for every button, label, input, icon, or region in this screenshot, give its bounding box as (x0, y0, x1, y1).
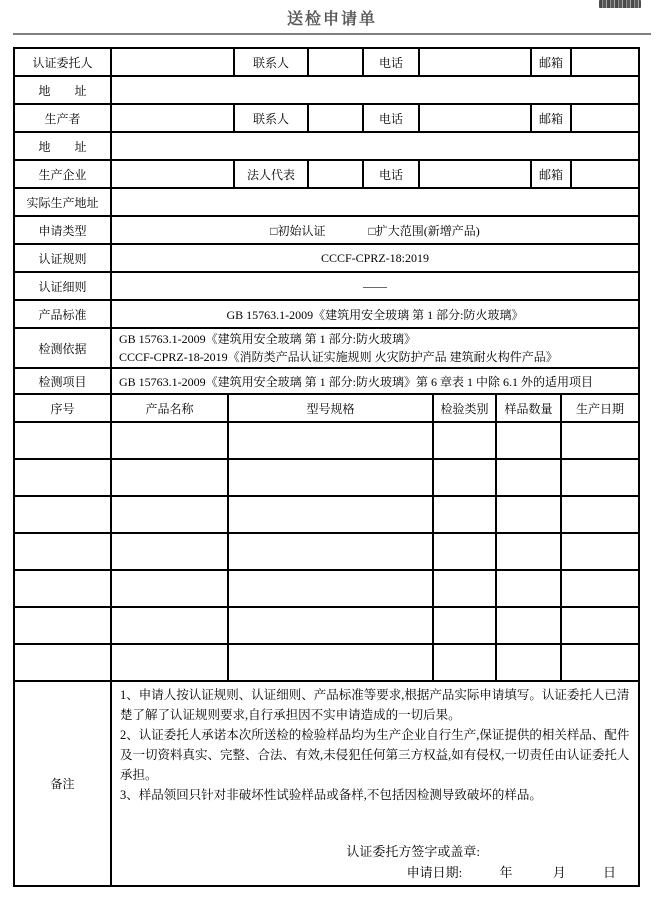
product-5-name-cell[interactable] (111, 570, 228, 607)
product-1-type-cell[interactable] (433, 422, 496, 459)
month-label: 月 (552, 865, 566, 880)
product-standard-value: GB 15763.1-2009《建筑用安全玻璃 第 1 部分:防火玻璃》 (111, 300, 639, 328)
product-row-6 (14, 607, 639, 644)
product-1-qty-cell[interactable] (496, 422, 561, 459)
product-6-date-cell[interactable] (561, 607, 639, 644)
applicant-email-value-cell[interactable] (571, 48, 639, 76)
date-label: 申请日期: (406, 865, 463, 880)
product-5-serial-cell[interactable] (14, 570, 111, 607)
product-4-serial-cell[interactable] (14, 533, 111, 570)
producer-address-label: 地 址 (14, 132, 111, 160)
applicant-email-label: 邮箱 (531, 48, 571, 76)
row-test-items (14, 368, 639, 394)
row-cert-rule (14, 244, 639, 272)
col-header-serial-no: 序号 (14, 394, 111, 422)
factory-email-value-cell[interactable] (571, 160, 639, 188)
col-header-sample-qty: 样品数量 (496, 394, 561, 422)
col-header-inspection-type: 检验类别 (433, 394, 496, 422)
row-producer-address (14, 132, 639, 160)
product-1-name-cell[interactable] (111, 422, 228, 459)
page-title: 送检申请单 (286, 11, 377, 28)
product-2-name-cell[interactable] (111, 459, 228, 496)
producer-email-value-cell[interactable] (571, 104, 639, 132)
product-5-date-cell[interactable] (561, 570, 639, 607)
remarks-content-cell (111, 681, 639, 886)
row-applicant-address (14, 76, 639, 104)
test-items-label: 检测项目 (14, 368, 111, 394)
logo-fragment (599, 0, 641, 8)
product-2-serial-cell[interactable] (14, 459, 111, 496)
applicant-phone-label: 电话 (363, 48, 419, 76)
product-3-serial-cell[interactable] (14, 496, 111, 533)
applicant-label: 认证委托人 (14, 48, 111, 76)
product-7-name-cell[interactable] (111, 644, 228, 681)
product-7-date-cell[interactable] (561, 644, 639, 681)
producer-contact-label: 联系人 (234, 104, 308, 132)
remark-line-3: 3、样品领回只针对非破坏性试验样品或备样,不包括因检测导致破坏的样品。 (120, 788, 542, 802)
product-row-7 (14, 644, 639, 681)
product-row-3 (14, 496, 639, 533)
cert-detail-value: —— (111, 272, 639, 300)
product-2-qty-cell[interactable] (496, 459, 561, 496)
actual-address-value-cell[interactable] (111, 188, 639, 216)
remark-line-1: 1、申请人按认证规则、认证细则、产品标准等要求,根据产品实际申请填写。认证委托人已清楚了解了认证规则要求,自行承担因不实申请造成的一切后果。 (120, 688, 630, 722)
col-header-model-spec: 型号规格 (228, 394, 433, 422)
product-5-qty-cell[interactable] (496, 570, 561, 607)
test-basis-line2: CCCF-CPRZ-18-2019《消防类产品认证实施规则 火灾防护产品 建筑耐火构件产品》 (119, 350, 558, 364)
row-apply-type (14, 216, 639, 244)
title-underline (13, 33, 651, 35)
factory-label: 生产企业 (14, 160, 111, 188)
product-row-4 (14, 533, 639, 570)
product-3-qty-cell[interactable] (496, 496, 561, 533)
test-basis-value (111, 328, 639, 368)
product-7-type-cell[interactable] (433, 644, 496, 681)
product-5-type-cell[interactable] (433, 570, 496, 607)
applicant-value-cell[interactable] (111, 48, 234, 76)
product-3-type-cell[interactable] (433, 496, 496, 533)
applicant-phone-value-cell[interactable] (419, 48, 531, 76)
apply-type-label: 申请类型 (14, 216, 111, 244)
product-7-spec-cell[interactable] (228, 644, 433, 681)
remark-line-2: 2、认证委托人承诺本次所送检的检验样品均为生产企业自行生产,保证提供的相关样品、配件及一切资料真实、完整、合法、有效,未侵犯任何第三方权益,如有侵权,一切责任由认证委托人承担。 (120, 728, 630, 782)
producer-phone-label: 电话 (363, 104, 419, 132)
applicant-contact-value-cell[interactable] (308, 48, 363, 76)
checkbox-expand-scope[interactable]: □扩大范围(新增产品) (368, 223, 480, 238)
producer-label: 生产者 (14, 104, 111, 132)
cert-detail-label: 认证细则 (14, 272, 111, 300)
applicant-contact-label: 联系人 (234, 48, 308, 76)
checkbox-initial-certification[interactable]: □初始认证 (270, 223, 326, 238)
product-row-5 (14, 570, 639, 607)
applicant-address-label: 地 址 (14, 76, 111, 104)
product-2-date-cell[interactable] (561, 459, 639, 496)
product-7-serial-cell[interactable] (14, 644, 111, 681)
col-header-production-date: 生产日期 (561, 394, 639, 422)
product-4-qty-cell[interactable] (496, 533, 561, 570)
producer-phone-value-cell[interactable] (419, 104, 531, 132)
product-5-spec-cell[interactable] (228, 570, 433, 607)
signature-label: 认证委托方签字或盖章: (346, 844, 480, 859)
factory-phone-value-cell[interactable] (419, 160, 531, 188)
signature-line (120, 841, 630, 860)
cert-rule-value: CCCF-CPRZ-18:2019 (111, 244, 639, 272)
factory-email-label: 邮箱 (531, 160, 571, 188)
product-3-spec-cell[interactable] (228, 496, 433, 533)
remarks-label: 备注 (14, 681, 111, 886)
application-date-line (120, 862, 630, 881)
row-applicant (14, 48, 639, 76)
product-1-date-cell[interactable] (561, 422, 639, 459)
info-table (13, 47, 640, 395)
actual-address-label: 实际生产地址 (14, 188, 111, 216)
product-row-1 (14, 422, 639, 459)
col-header-product-name: 产品名称 (111, 394, 228, 422)
product-6-serial-cell[interactable] (14, 607, 111, 644)
test-items-value: GB 15763.1-2009《建筑用安全玻璃 第 1 部分:防火玻璃》第 6 章表 1 中除 6.1 外的适用项目 (111, 368, 639, 394)
cert-rule-label: 认证规则 (14, 244, 111, 272)
product-7-qty-cell[interactable] (496, 644, 561, 681)
product-6-name-cell[interactable] (111, 607, 228, 644)
remarks-row (14, 681, 639, 886)
factory-legal-rep-value-cell[interactable] (308, 160, 363, 188)
row-producer (14, 104, 639, 132)
product-3-name-cell[interactable] (111, 496, 228, 533)
product-2-spec-cell[interactable] (228, 459, 433, 496)
product-6-spec-cell[interactable] (228, 607, 433, 644)
product-4-name-cell[interactable] (111, 533, 228, 570)
product-row-2 (14, 459, 639, 496)
product-2-type-cell[interactable] (433, 459, 496, 496)
row-actual-address (14, 188, 639, 216)
product-table-header-row (14, 394, 639, 422)
product-table (13, 393, 640, 682)
product-4-date-cell[interactable] (561, 533, 639, 570)
day-label: 日 (602, 865, 616, 880)
factory-phone-label: 电话 (363, 160, 419, 188)
product-3-date-cell[interactable] (561, 496, 639, 533)
row-cert-detail (14, 272, 639, 300)
product-4-type-cell[interactable] (433, 533, 496, 570)
row-product-standard (14, 300, 639, 328)
producer-value-cell[interactable] (111, 104, 234, 132)
remarks-table (13, 680, 640, 887)
product-6-type-cell[interactable] (433, 607, 496, 644)
producer-address-value-cell[interactable] (111, 132, 639, 160)
product-standard-label: 产品标准 (14, 300, 111, 328)
row-test-basis (14, 328, 639, 368)
product-6-qty-cell[interactable] (496, 607, 561, 644)
factory-value-cell[interactable] (111, 160, 234, 188)
test-basis-line1: GB 15763.1-2009《建筑用安全玻璃 第 1 部分:防火玻璃》 (119, 332, 417, 346)
producer-contact-value-cell[interactable] (308, 104, 363, 132)
factory-legal-rep-label: 法人代表 (234, 160, 308, 188)
producer-email-label: 邮箱 (531, 104, 571, 132)
product-1-serial-cell[interactable] (14, 422, 111, 459)
test-basis-label: 检测依据 (14, 328, 111, 368)
year-label: 年 (499, 865, 513, 880)
apply-type-options-cell (111, 216, 639, 244)
row-factory (14, 160, 639, 188)
product-4-spec-cell[interactable] (228, 533, 433, 570)
applicant-address-value-cell[interactable] (111, 76, 639, 104)
product-1-spec-cell[interactable] (228, 422, 433, 459)
